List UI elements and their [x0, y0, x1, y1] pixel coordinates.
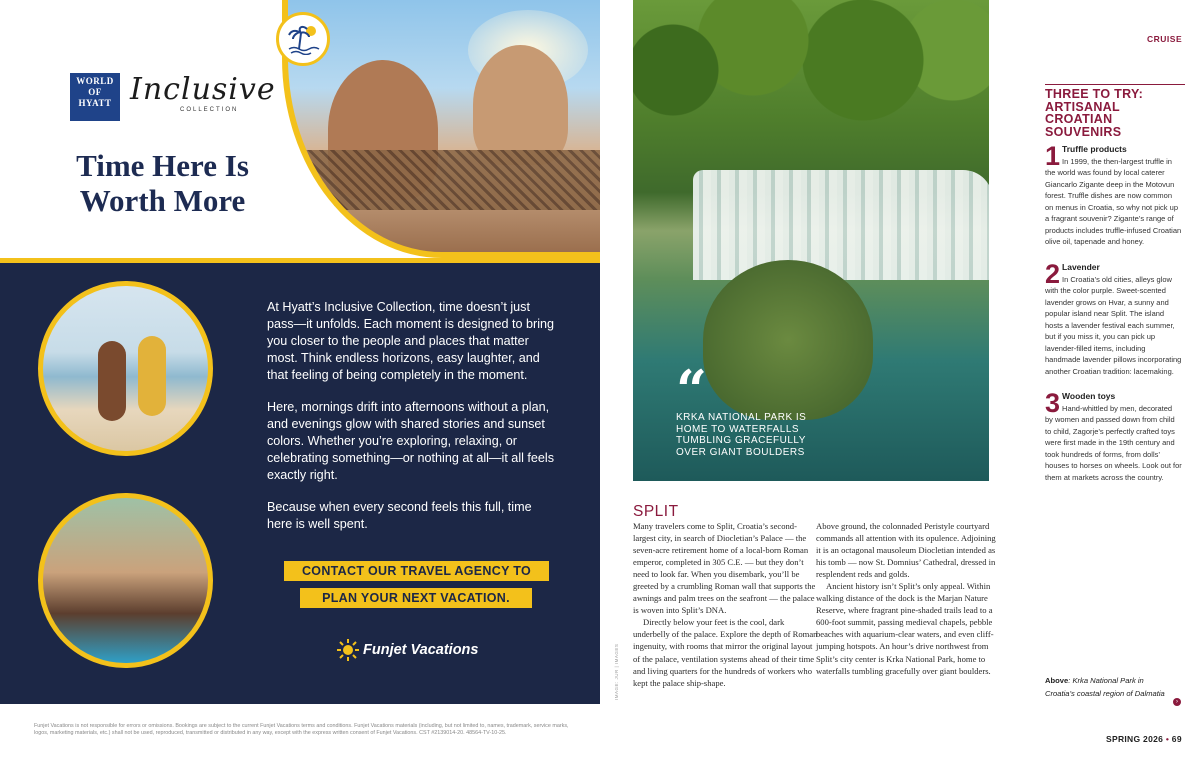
kids-beach-photo	[38, 281, 213, 456]
world-of-hyatt-logo: WORLD OF HYATT	[70, 73, 120, 121]
item-title: Truffle products	[1062, 144, 1127, 154]
inclusive-collection-logo: Inclusive	[130, 72, 276, 107]
item-title: Lavender	[1062, 262, 1100, 272]
shrub-island	[703, 260, 873, 420]
collection-label: COLLECTION	[180, 107, 239, 113]
ad-body-copy	[267, 299, 557, 548]
ad-paragraph: Because when every second feels this full, time here is well spent.	[267, 500, 532, 531]
funjet-logo	[337, 639, 478, 661]
quote-mark-icon: “	[676, 358, 708, 422]
item-text: Hand-whittled by men, decorated by women and passed down from child to child, Zagorje’s perfectly crafted toys were first made in the 19th century and took hundreds of forms, from dolls’ houses to horses on wheels. Look out for them at markets across the country.	[1045, 403, 1182, 482]
article-heading: SPLIT	[633, 503, 679, 520]
souvenir-item	[1045, 141, 1182, 248]
article-paragraph: Ancient history isn’t Split’s only appeal. Within walking distance of the dock is the Marjan Nature Reserve, where fragrant pine-shaded trails lead to a 600-foot summit, passing medieval chapels, pebble beaches with aquarium-clear waters, and even cliff-jumping hotspots. An hour’s drive northwest from Split’s city center is Krka National Park, home to waterfalls tumbling gracefully over giant boulders.	[816, 581, 994, 676]
photo-credit: IMAGE: JUR | IMAGES	[614, 643, 619, 700]
item-number: 2	[1045, 259, 1061, 289]
article-column-2	[816, 520, 1001, 677]
mother-daughter-pool-photo	[38, 493, 213, 668]
souvenir-item	[1045, 259, 1182, 377]
ad-navy-panel	[0, 258, 600, 704]
ad-header	[0, 0, 600, 258]
ad-paragraph: Here, mornings drift into afternoons without a plan, and evenings glow with shared stories and sunset colors. Whether you’re exploring, relaxing, or celebrating something—or nothing at all—it all feels exactly right.	[267, 400, 555, 482]
pull-quote: KRKA NATIONAL PARK IS HOME TO WATERFALLS TUMBLING GRACEFULLY OVER GIANT BOULDERS	[676, 412, 807, 458]
souvenir-item	[1045, 388, 1182, 483]
sidebar-title: THREE TO TRY: ARTISANAL CROATIAN SOUVENIRS	[1045, 84, 1185, 138]
waterfall	[693, 170, 989, 280]
folio	[1106, 734, 1182, 744]
photo-caption	[1045, 674, 1175, 700]
cta-line-1: CONTACT OUR TRAVEL AGENCY TO	[284, 561, 549, 581]
end-mark-icon: ›	[1173, 698, 1181, 706]
page-number: 69	[1171, 734, 1182, 744]
article-paragraph: Directly below your feet is the cool, dark underbelly of the palace. Explore the depth of Roman ingenuity, with rooms that mirror the original layout of the palace, ventilation systems ahead of their time and living quarters for the hundreds of workers who kept the palace ship-shape.	[633, 617, 818, 688]
item-number: 1	[1045, 141, 1061, 171]
magazine-page	[600, 0, 1200, 767]
ad-paragraph: At Hyatt’s Inclusive Collection, time doesn’t just pass—it unfolds. Each moment is designed to bring you closer to the people and places that matter most. Think endless horizons, easy laughter, and that feeling of being completely in the moment.	[267, 300, 555, 382]
item-title: Wooden toys	[1062, 391, 1116, 401]
item-text: In 1999, the then-largest truffle in the world was found by local caterer Giancarlo Zigante deep in the Motovun forest. Truffle dishes are now common on menus in Croatia, so why not pick up a fragrant souvenir? Zigante’s range of products includes truffle-infused Croatian olive oil, tapenade and honey.	[1045, 156, 1182, 246]
section-tag: CRUISE	[1147, 34, 1183, 44]
folio-issue: SPRING 2026	[1106, 734, 1164, 744]
caption-text: : Krka National Park in Croatia’s coastal region of Dalmatia	[1045, 676, 1165, 698]
article-paragraph: Many travelers come to Split, Croatia’s second-largest city, in search of Diocletian’s Palace — the seven-acre retirement home of a local-born Roman emperor, completed in 305 C.E. — but they don’t need to look far. When you disembark, you’ll be greeted by a crumbling Roman wall that supports the awnings and palm trees on the seafront — the palace is woven into Split’s DNA.	[633, 521, 816, 616]
ad-headline: Time Here Is Worth More	[76, 148, 249, 218]
woman-figure	[473, 45, 568, 165]
cta-line-2: PLAN YOUR NEXT VACATION.	[300, 588, 532, 608]
item-text: In Croatia’s old cities, alleys glow with the color purple. Sweet-scented lavender grows on Hvar, a sunny and popular island near Split. The island hosts a lavender festival each summer, but if you miss it, you can pick up lavender-filled items, including handmade lavender pillows incorporating another Croatian tradition: lacemaking.	[1045, 274, 1182, 376]
item-number: 3	[1045, 388, 1061, 418]
article-paragraph: Above ground, the colonnaded Peristyle courtyard commands all attention with its opulence. Adjoining it is an octagonal mausoleum Diocletian intended as his tomb — now St. Domnius’ Cathedral, dressed in resplendent reds and golds.	[816, 521, 996, 580]
funjet-wordmark: Funjet Vacations	[363, 642, 479, 658]
caption-label: Above	[1045, 676, 1069, 685]
hammock	[288, 150, 600, 210]
folio-separator: •	[1165, 734, 1170, 744]
ad-disclaimer: Funjet Vacations is not responsible for errors or omissions. Bookings are subject to the current Funjet Vacations terms and conditions. Funjet Vacations materials (including, but not limited to, names, trademark, service marks, logos, marketing materials, etc.) shall not be used, reproduced, transmitted or distributed in any way, except with the express written consent of Funjet Vacations. CST #2139014-20. 48564-TV-10-25.	[34, 723, 569, 737]
funjet-sun-icon	[337, 639, 359, 661]
article-column-1	[633, 520, 818, 689]
palm-tree-sun-icon	[276, 12, 330, 66]
krka-waterfalls-photo	[633, 0, 989, 481]
